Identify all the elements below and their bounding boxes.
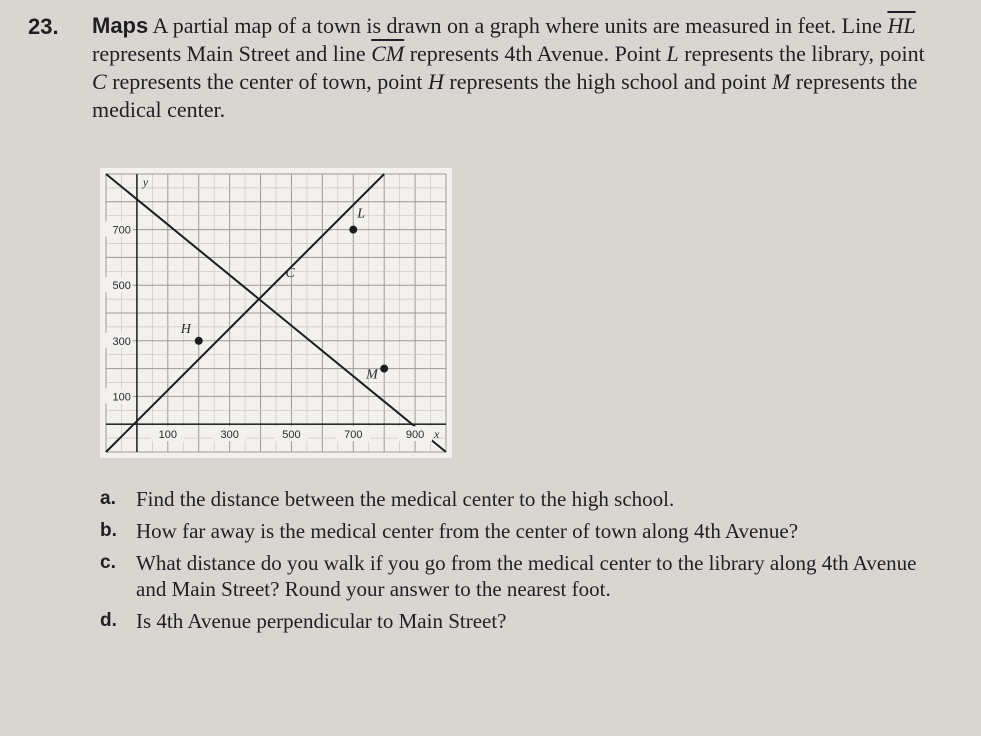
problem-text-3: represents 4th Avenue. Point: [404, 41, 667, 66]
point-h-label: H: [180, 321, 191, 337]
problem-number: 23.: [28, 14, 59, 39]
question-text: What distance do you walk if you go from the medical center to the library along 4th Avenue and Main Street? Round your answer to the nearest foot.: [136, 551, 917, 601]
question-list: [100, 486, 950, 640]
x-tick-label: 300: [220, 429, 239, 442]
y-tick-label: 100: [112, 391, 131, 404]
x-tick-label: 700: [344, 429, 363, 442]
point-m-marker: [380, 365, 388, 373]
problem-text-4: represents the library, point: [678, 41, 925, 66]
problem-text-7: represents the medical center.: [92, 69, 918, 122]
y-tick-label: 500: [112, 280, 131, 293]
question-item: [100, 608, 950, 634]
x-tick-label: 900: [405, 429, 425, 442]
problem-text-1: A partial map of a town is drawn on a graph where units are measured in feet. Line: [148, 13, 888, 38]
point-c-ref: C: [92, 69, 107, 94]
point-l-marker: [349, 226, 357, 234]
question-text: Is 4th Avenue perpendicular to Main Street?: [136, 609, 507, 633]
line-hl-label: $\overline{HL}$: [887, 13, 916, 38]
point-l-ref: L: [666, 41, 679, 66]
town-map-graph: [100, 168, 452, 458]
y-axis-label: y: [142, 175, 149, 189]
y-tick-label: 700: [112, 224, 131, 237]
problem-keyword: Maps: [92, 13, 149, 38]
question-text: How far away is the medical center from the center of town along 4th Avenue?: [136, 519, 799, 543]
question-item: [100, 486, 950, 512]
question-item: [100, 550, 950, 602]
problem-text-5: represents the center of town, point: [106, 69, 429, 94]
x-axis-label: x: [434, 427, 440, 442]
point-h-marker: [195, 337, 203, 345]
point-h-ref: H: [428, 69, 444, 94]
problem-statement: [92, 12, 932, 124]
point-m-label: M: [366, 367, 378, 383]
y-tick-label: 300: [112, 335, 131, 348]
point-c-label: C: [285, 266, 295, 282]
line-cm-label: $\overline{CM}$: [371, 41, 405, 66]
question-label: b.: [100, 520, 117, 541]
question-label: a.: [100, 488, 116, 509]
point-m-ref: M: [772, 69, 791, 94]
point-l-label: L: [357, 206, 366, 222]
question-label: c.: [100, 552, 116, 573]
x-tick-label: 500: [282, 429, 301, 442]
question-text: Find the distance between the medical center to the high school.: [136, 487, 675, 511]
question-item: [100, 518, 950, 544]
problem-text-2: represents Main Street and line: [92, 41, 372, 66]
question-label: d.: [100, 610, 117, 631]
problem-text-6: represents the high school and point: [443, 69, 773, 94]
x-tick-label: 100: [158, 429, 177, 442]
